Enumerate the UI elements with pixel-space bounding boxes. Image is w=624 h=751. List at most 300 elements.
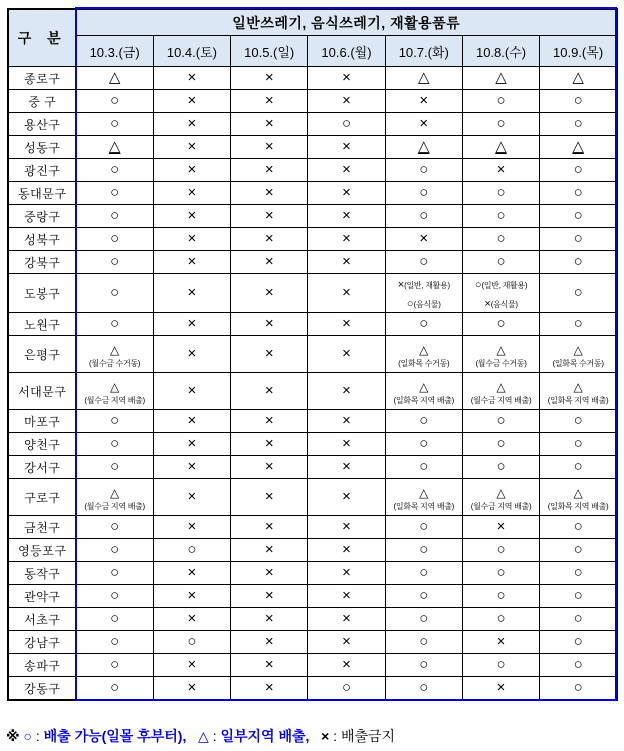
schedule-cell xyxy=(462,562,539,585)
status-symbol: × xyxy=(264,656,274,674)
schedule-cell xyxy=(462,113,539,136)
schedule-cell xyxy=(231,182,308,205)
district-name: 강동구 xyxy=(8,677,76,700)
status-symbol: ○ xyxy=(419,315,429,333)
schedule-cell xyxy=(153,228,230,251)
cell-note: (월수금 수거동) xyxy=(89,358,141,368)
district-name: 서초구 xyxy=(8,608,76,631)
schedule-cell xyxy=(231,136,308,159)
status-symbol: × xyxy=(187,69,197,86)
schedule-cell xyxy=(540,228,617,251)
status-symbol: × xyxy=(342,412,351,430)
schedule-cell xyxy=(153,373,230,410)
schedule-cell xyxy=(76,274,153,313)
schedule-cell xyxy=(153,608,230,631)
status-symbol: × xyxy=(342,610,351,628)
legend-segment: : xyxy=(208,728,221,744)
district-name: 영등포구 xyxy=(8,539,76,562)
schedule-cell xyxy=(462,479,539,516)
status-symbol: △ xyxy=(110,342,120,357)
status-symbol: ○ xyxy=(496,610,506,628)
schedule-cell xyxy=(231,251,308,274)
status-symbol: × xyxy=(342,161,351,178)
schedule-cell xyxy=(385,274,462,313)
district-name: 중 구 xyxy=(8,90,76,113)
status-symbol: ○ xyxy=(573,679,583,697)
schedule-cell xyxy=(153,479,230,516)
status-symbol: ○ xyxy=(496,541,506,559)
schedule-cell xyxy=(462,274,539,313)
cell-note: (일반, 재활용) xyxy=(481,281,528,290)
schedule-cell xyxy=(76,67,153,90)
status-symbol: ○ xyxy=(496,92,506,109)
schedule-cell xyxy=(76,159,153,182)
schedule-cell xyxy=(76,562,153,585)
cell-note: (일화목 수거동) xyxy=(552,358,604,368)
schedule-cell xyxy=(76,433,153,456)
status-symbol: × xyxy=(419,230,429,247)
status-symbol: ○ xyxy=(110,610,120,628)
table-row xyxy=(8,159,617,182)
status-symbol: × xyxy=(187,458,197,476)
schedule-cell xyxy=(385,136,462,159)
schedule-cell xyxy=(76,654,153,677)
schedule-cell xyxy=(308,410,385,433)
status-symbol: ○ xyxy=(419,610,429,628)
schedule-cell xyxy=(231,205,308,228)
district-name: 동대문구 xyxy=(8,182,76,205)
schedule-cell xyxy=(540,516,617,539)
district-name: 용산구 xyxy=(8,113,76,136)
schedule-cell xyxy=(308,136,385,159)
status-symbol: ○ xyxy=(341,115,352,132)
schedule-cell xyxy=(308,313,385,336)
schedule-cell xyxy=(540,90,617,113)
corner-header: 구 분 xyxy=(8,9,76,67)
legend-segment xyxy=(186,728,198,744)
status-symbol: × xyxy=(264,69,274,86)
status-symbol: × xyxy=(496,679,506,697)
schedule-cell xyxy=(76,228,153,251)
status-symbol: × xyxy=(264,587,274,605)
status-symbol: ○ xyxy=(110,253,120,270)
schedule-cell xyxy=(385,182,462,205)
status-symbol: ○ xyxy=(187,633,197,651)
status-symbol: × xyxy=(264,253,274,270)
status-symbol: × xyxy=(187,564,197,582)
legend-segment: : xyxy=(31,728,44,744)
schedule-cell xyxy=(462,677,539,700)
status-symbol: × xyxy=(264,115,274,132)
status-symbol: × xyxy=(419,115,429,132)
schedule-cell xyxy=(231,67,308,90)
status-symbol: △ xyxy=(110,485,120,500)
table-row xyxy=(8,562,617,585)
status-symbol: ○ xyxy=(573,656,583,674)
schedule-cell xyxy=(308,113,385,136)
status-symbol: × xyxy=(187,92,197,109)
status-symbol: ○ xyxy=(573,564,583,582)
table-row xyxy=(8,373,617,410)
schedule-cell xyxy=(540,456,617,479)
legend-segment: 일부지역 배출, xyxy=(220,728,310,744)
status-symbol: ○ xyxy=(496,587,506,605)
district-name: 광진구 xyxy=(8,159,76,182)
schedule-cell xyxy=(76,585,153,608)
status-symbol: ○ xyxy=(496,253,506,270)
status-symbol: × xyxy=(187,253,197,270)
status-symbol: △ xyxy=(496,379,506,394)
schedule-cell xyxy=(231,373,308,410)
status-symbol: ○ xyxy=(419,253,429,270)
cell-note: (월수금 지역 배출) xyxy=(470,395,532,405)
schedule-cell xyxy=(462,410,539,433)
status-symbol: × xyxy=(264,435,274,453)
status-symbol: ○ xyxy=(419,541,429,559)
cell-line xyxy=(386,274,462,293)
schedule-cell xyxy=(153,585,230,608)
table-row xyxy=(8,274,617,313)
status-symbol: ○ xyxy=(496,458,506,476)
schedule-cell xyxy=(385,228,462,251)
status-symbol: △ xyxy=(496,485,506,500)
schedule-cell xyxy=(231,113,308,136)
status-symbol: ○ xyxy=(573,412,583,430)
status-symbol: × xyxy=(264,184,274,201)
date-header-5: 10.8.(수) xyxy=(462,36,539,67)
schedule-cell xyxy=(308,562,385,585)
status-symbol: △ xyxy=(572,138,584,155)
status-symbol: × xyxy=(187,230,197,247)
status-symbol: × xyxy=(264,207,274,224)
table-row xyxy=(8,251,617,274)
status-symbol: ○ xyxy=(110,518,120,536)
status-symbol: ○ xyxy=(110,230,120,247)
schedule-cell xyxy=(462,313,539,336)
cell-line xyxy=(463,293,539,312)
status-symbol: ○ xyxy=(110,161,120,178)
schedule-cell xyxy=(231,313,308,336)
status-symbol: × xyxy=(264,488,274,506)
status-symbol: × xyxy=(342,184,351,201)
schedule-cell xyxy=(153,631,230,654)
district-name: 강북구 xyxy=(8,251,76,274)
schedule-cell xyxy=(308,654,385,677)
status-symbol: × xyxy=(187,679,197,697)
schedule-cell xyxy=(540,336,617,373)
status-symbol: ○ xyxy=(573,115,583,132)
table-row xyxy=(8,182,617,205)
status-symbol: ○ xyxy=(110,115,120,132)
status-symbol: × xyxy=(187,345,197,363)
status-symbol: ○ xyxy=(110,564,120,582)
status-symbol: × xyxy=(419,92,429,109)
status-symbol: △ xyxy=(417,69,430,86)
status-symbol: × xyxy=(342,435,351,453)
status-symbol: ○ xyxy=(110,92,120,109)
legend-segment: 배출금지 xyxy=(340,728,396,744)
legend-segment: × xyxy=(321,728,330,744)
status-symbol: × xyxy=(187,412,197,430)
status-symbol: × xyxy=(187,587,197,605)
status-symbol: ○ xyxy=(419,679,429,697)
status-symbol: △ xyxy=(419,485,429,500)
schedule-cell xyxy=(308,205,385,228)
table-row xyxy=(8,585,617,608)
status-symbol: ○ xyxy=(419,564,429,582)
status-symbol: △ xyxy=(495,69,507,86)
schedule-cell xyxy=(76,336,153,373)
schedule-cell xyxy=(308,182,385,205)
status-symbol: ○ xyxy=(496,564,506,582)
status-symbol: × xyxy=(187,518,197,536)
schedule-cell xyxy=(231,539,308,562)
cell-note: (월수금 지역 배출) xyxy=(84,395,145,405)
status-symbol: × xyxy=(264,541,274,559)
status-symbol: △ xyxy=(110,379,120,394)
table-row xyxy=(8,136,617,159)
status-symbol: × xyxy=(187,138,197,155)
status-symbol: ○ xyxy=(110,587,120,605)
status-symbol: × xyxy=(342,253,351,270)
schedule-cell xyxy=(385,113,462,136)
schedule-cell xyxy=(308,90,385,113)
status-symbol: × xyxy=(496,633,506,651)
schedule-cell xyxy=(385,251,462,274)
schedule-cell xyxy=(308,516,385,539)
schedule-cell xyxy=(308,373,385,410)
status-symbol: △ xyxy=(419,342,429,357)
district-name: 성북구 xyxy=(8,228,76,251)
status-symbol: ○ xyxy=(573,435,583,453)
status-symbol: × xyxy=(187,656,197,674)
schedule-cell xyxy=(540,433,617,456)
schedule-cell xyxy=(76,608,153,631)
status-symbol: ○ xyxy=(110,541,120,559)
cell-note: (음식물) xyxy=(413,300,441,310)
schedule-cell xyxy=(153,182,230,205)
schedule-cell xyxy=(231,562,308,585)
status-symbol: × xyxy=(342,230,351,247)
status-symbol: ○ xyxy=(573,184,583,201)
schedule-cell xyxy=(153,251,230,274)
date-header-1: 10.4.(토) xyxy=(153,36,230,67)
district-name: 금천구 xyxy=(8,516,76,539)
schedule-cell xyxy=(308,456,385,479)
status-symbol: ○ xyxy=(573,541,583,559)
schedule-cell xyxy=(153,90,230,113)
status-symbol: ○ xyxy=(573,587,583,605)
schedule-cell xyxy=(153,274,230,313)
schedule-cell xyxy=(308,274,385,313)
schedule-cell xyxy=(540,562,617,585)
schedule-cell xyxy=(308,585,385,608)
schedule-cell xyxy=(540,608,617,631)
schedule-cell xyxy=(153,159,230,182)
schedule-cell xyxy=(153,113,230,136)
schedule-cell xyxy=(153,433,230,456)
status-symbol: × xyxy=(264,564,274,582)
schedule-cell xyxy=(231,274,308,313)
status-symbol: × xyxy=(264,345,274,363)
schedule-cell xyxy=(308,631,385,654)
schedule-cell xyxy=(385,205,462,228)
schedule-cell xyxy=(385,433,462,456)
status-symbol: × xyxy=(397,279,405,291)
status-symbol: ○ xyxy=(573,207,583,224)
cell-line xyxy=(463,274,539,293)
schedule-cell xyxy=(153,562,230,585)
schedule-cell xyxy=(231,585,308,608)
schedule-cell xyxy=(462,433,539,456)
schedule-cell xyxy=(308,159,385,182)
table-row xyxy=(8,539,617,562)
cell-note: (일반, 재활용) xyxy=(404,281,450,290)
status-symbol: ○ xyxy=(573,633,583,651)
header-row-dates xyxy=(8,36,617,67)
district-name: 구로구 xyxy=(8,479,76,516)
schedule-cell xyxy=(540,251,617,274)
schedule-cell xyxy=(76,479,153,516)
schedule-cell xyxy=(153,136,230,159)
status-symbol: △ xyxy=(108,69,121,86)
status-symbol: ○ xyxy=(474,279,482,291)
schedule-cell xyxy=(462,205,539,228)
cell-note: (일화목 수거동) xyxy=(398,358,450,368)
schedule-cell xyxy=(231,631,308,654)
status-symbol: × xyxy=(187,115,197,132)
legend-segment: 배출 가능(일몰 후부터), xyxy=(43,728,187,744)
schedule-cell xyxy=(462,228,539,251)
status-symbol: × xyxy=(264,138,274,155)
status-symbol: × xyxy=(264,315,274,333)
schedule-cell xyxy=(385,631,462,654)
status-symbol: ○ xyxy=(573,92,583,109)
status-symbol: × xyxy=(264,518,274,536)
schedule-cell xyxy=(76,136,153,159)
schedule-cell xyxy=(385,336,462,373)
schedule-cell xyxy=(76,410,153,433)
status-symbol: ○ xyxy=(110,435,120,453)
table-row xyxy=(8,67,617,90)
status-symbol: × xyxy=(342,345,351,363)
status-symbol: × xyxy=(264,382,274,400)
status-symbol: ○ xyxy=(419,587,429,605)
schedule-cell xyxy=(540,159,617,182)
district-name: 도봉구 xyxy=(8,274,76,313)
legend-segment: : xyxy=(329,728,341,744)
schedule-cell xyxy=(385,654,462,677)
schedule-cell xyxy=(385,608,462,631)
table-row xyxy=(8,677,617,700)
schedule-cell xyxy=(540,410,617,433)
schedule-cell xyxy=(231,479,308,516)
table-row xyxy=(8,456,617,479)
table-row xyxy=(8,516,617,539)
schedule-cell xyxy=(153,516,230,539)
status-symbol: △ xyxy=(572,69,584,86)
schedule-cell xyxy=(76,677,153,700)
schedule-cell xyxy=(231,654,308,677)
schedule-cell xyxy=(76,631,153,654)
schedule-cell xyxy=(540,313,617,336)
status-symbol: ○ xyxy=(110,315,120,333)
status-symbol: ○ xyxy=(573,161,583,178)
table-row xyxy=(8,608,617,631)
date-header-0: 10.3.(금) xyxy=(76,36,153,67)
schedule-cell xyxy=(462,67,539,90)
table-row xyxy=(8,654,617,677)
legend-segment: ※ xyxy=(6,728,24,744)
date-header-2: 10.5.(일) xyxy=(231,36,308,67)
status-symbol: × xyxy=(342,315,351,333)
district-name: 송파구 xyxy=(8,654,76,677)
cell-note: (월수금 수거동) xyxy=(475,358,527,368)
schedule-cell xyxy=(231,90,308,113)
schedule-cell xyxy=(462,336,539,373)
status-symbol: △ xyxy=(573,485,583,500)
cell-note: (일화목 지역 배출) xyxy=(547,501,609,511)
status-symbol: ○ xyxy=(110,412,120,430)
cell-line xyxy=(386,293,462,312)
cell-note: (음식물) xyxy=(490,300,518,310)
status-symbol: △ xyxy=(495,138,507,155)
table-row xyxy=(8,228,617,251)
schedule-cell xyxy=(153,654,230,677)
schedule-cell xyxy=(462,90,539,113)
status-symbol: ○ xyxy=(419,435,429,453)
table-row xyxy=(8,479,617,516)
status-symbol: × xyxy=(264,230,274,247)
schedule-cell xyxy=(385,562,462,585)
status-symbol: ○ xyxy=(573,253,583,270)
status-symbol: × xyxy=(342,138,351,155)
status-symbol: ○ xyxy=(110,207,120,224)
status-symbol: ○ xyxy=(110,656,120,674)
district-name: 중랑구 xyxy=(8,205,76,228)
schedule-cell xyxy=(462,251,539,274)
schedule-cell xyxy=(385,373,462,410)
schedule-cell xyxy=(76,182,153,205)
schedule-cell xyxy=(308,433,385,456)
status-symbol: × xyxy=(496,518,506,536)
schedule-cell xyxy=(385,585,462,608)
schedule-cell xyxy=(385,90,462,113)
status-symbol: ○ xyxy=(496,656,506,674)
status-symbol: × xyxy=(264,458,274,476)
district-name: 강남구 xyxy=(8,631,76,654)
waste-schedule-table xyxy=(7,8,618,701)
schedule-cell xyxy=(540,373,617,410)
schedule-cell xyxy=(540,182,617,205)
district-name: 강서구 xyxy=(8,456,76,479)
schedule-cell xyxy=(308,479,385,516)
status-symbol: × xyxy=(342,564,351,582)
date-header-3: 10.6.(월) xyxy=(308,36,385,67)
district-name: 동작구 xyxy=(8,562,76,585)
status-symbol: ○ xyxy=(187,541,197,559)
schedule-cell xyxy=(540,113,617,136)
status-symbol: × xyxy=(187,207,197,224)
status-symbol: × xyxy=(342,207,351,224)
status-symbol: △ xyxy=(419,379,429,394)
status-symbol: ○ xyxy=(110,633,120,651)
date-header-6: 10.9.(목) xyxy=(540,36,617,67)
schedule-cell xyxy=(308,251,385,274)
schedule-cell xyxy=(231,433,308,456)
cell-note: (일화목 지역 배출) xyxy=(393,395,455,405)
schedule-cell xyxy=(462,631,539,654)
